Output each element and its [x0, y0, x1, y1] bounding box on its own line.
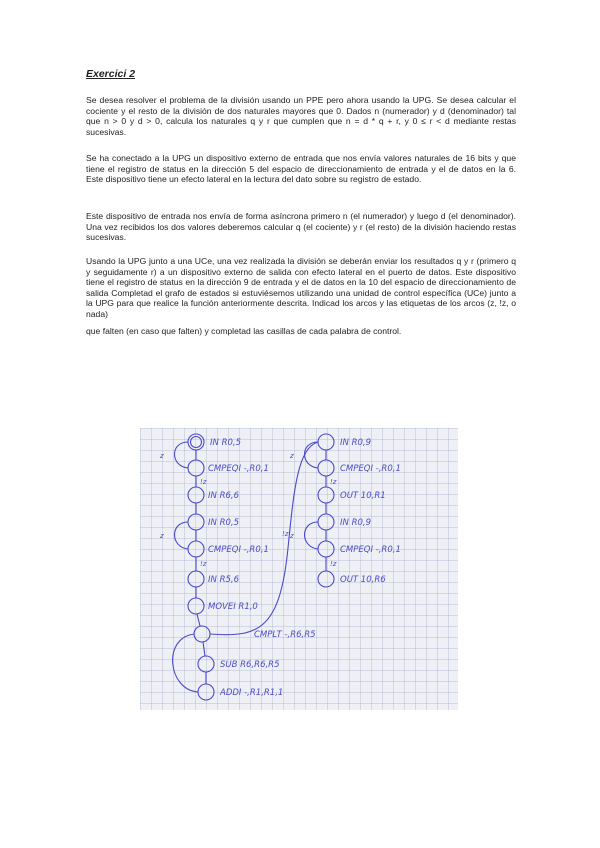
left-label-5: CMPEQI -,R0,1 [208, 545, 269, 555]
state-node [194, 626, 210, 642]
arc-label: z [290, 452, 294, 460]
state-node [318, 460, 334, 476]
paragraph-2: Se ha conectado a la UPG un dispositivo externo de entrada que nos envía valores naturales de 16 bits y que tiene el registro de status en la dirección 5 del espacio de direccionamiento de entrada y el de datos en la 6. Este dispositivo tiene un efecto lateral en la lectura del dato sobre su registro de estado. [86, 153, 516, 185]
arc-label: !z [330, 478, 337, 486]
left-label-4: IN R0,5 [208, 518, 239, 528]
paragraph-1: Se desea resolver el problema de la división usando un PPE pero ahora usando la UPG. Se desea calcular el cociente y el resto de la división de dos naturales mayores que 0. Dados n (numerador) y d (denominador) tal que n > 0 y d > 0, calcula los naturales q y r que cumplen que n = d * q + r, y 0 ≤ r < d mediante restas sucesivas. [86, 95, 516, 137]
arc-label: !z [200, 560, 207, 568]
right-label-3: OUT 10,R1 [340, 491, 386, 501]
left-label-3: IN R6,6 [208, 491, 239, 501]
initial-state-ring [191, 437, 202, 448]
arc-label: !z [282, 530, 289, 538]
right-label-2: CMPEQI -,R0,1 [340, 464, 401, 474]
state-node [188, 487, 204, 503]
arc-label: !z [200, 478, 207, 486]
state-graph-drawing [140, 428, 458, 710]
paragraph-5: que falten (en caso que falten) y completad las casillas de cada palabra de control. [86, 326, 402, 336]
right-label-1: IN R0,9 [340, 438, 371, 448]
left-label-1: IN R0,5 [210, 438, 241, 448]
state-node [198, 684, 214, 700]
state-node [318, 487, 334, 503]
state-node [188, 460, 204, 476]
left-label-6: IN R5,6 [208, 575, 239, 585]
state-node [318, 514, 334, 530]
state-node [188, 598, 204, 614]
state-node [188, 571, 204, 587]
right-label-6: OUT 10,R6 [340, 575, 386, 585]
state-node [318, 434, 334, 450]
state-node [198, 656, 214, 672]
left-label-7: MOVEI R1,0 [208, 602, 258, 612]
left-label-2: CMPEQI -,R0,1 [208, 464, 269, 474]
right-label-4: IN R0,9 [340, 518, 371, 528]
state-node [318, 541, 334, 557]
arc-label: z [290, 532, 294, 540]
left-label-9: SUB R6,R6,R5 [220, 660, 280, 670]
arc-label: z [160, 532, 164, 540]
state-node [188, 541, 204, 557]
exercise-title: Exercici 2 [86, 68, 136, 80]
state-node [318, 571, 334, 587]
paragraph-3: Este dispositivo de entrada nos envía de forma asíncrona primero n (el numerador) y luego d (el denominador). Una vez recibidos los dos valores deberemos calcular q (el cociente) y r (el resto) de la división haciendo restas sucesivas. [86, 211, 516, 243]
state-graph-photo [140, 428, 458, 710]
state-node [188, 514, 204, 530]
left-label-10: ADDI -,R1,R1,1 [220, 688, 284, 698]
arc-label: z [160, 452, 164, 460]
arc-label: !z [330, 560, 337, 568]
left-label-8: CMPLT -,R6,R5 [254, 630, 316, 640]
paragraph-4: Usando la UPG junto a una UCe, una vez realizada la división se deberán enviar los resultados q y r (primero q y seguidamente r) a un dispositivo externo de salida con efecto lateral en el puerto de datos. Este dispositivo tiene el registro de status en la dirección 9 de entrada y el de datos en la 10 del espacio de direccionamiento de salida Completad el grafo de estados si estuviésemos utilizando una unidad de control específica (UCe) junto a la UPG para que realice la función anteriormente descrita. Indicad los arcos y las etiquetas de los arcos (z, !z, o nada) [86, 256, 516, 319]
right-label-5: CMPEQI -,R0,1 [340, 545, 401, 555]
